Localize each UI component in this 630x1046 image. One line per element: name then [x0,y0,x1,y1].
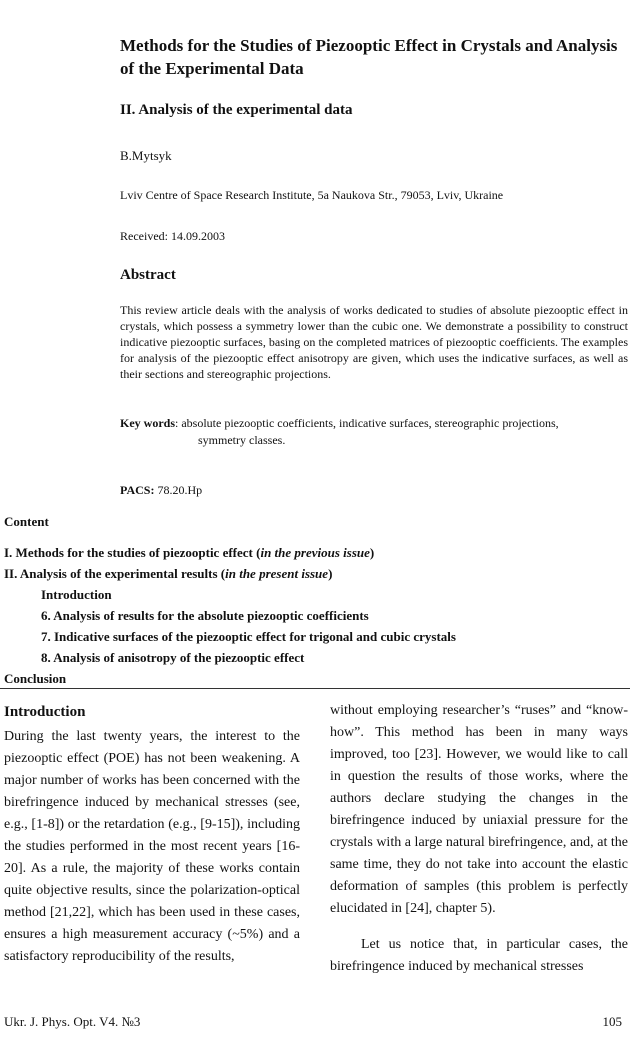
pacs-label: PACS: [120,483,155,497]
toc-part-1[interactable]: I. Methods for the studies of piezooptic effect (in the previous issue) [4,545,375,560]
keywords-text: : absolute piezooptic coefficients, indicative surfaces, stereographic projections, [175,416,559,430]
keywords-label: Key words [120,416,175,430]
received-date: Received: 14.09.2003 [120,229,225,243]
pacs [120,483,202,498]
toc-part-2[interactable]: II. Analysis of the experimental results (in the present issue) [4,566,333,581]
contents-heading: Content [4,514,49,529]
toc-item-section-8[interactable]: 8. Analysis of anisotropy of the piezooptic effect [41,650,305,665]
affiliation: Lviv Centre of Space Research Institute, 5a Naukova Str., 79053, Lviv, Ukraine [120,188,504,202]
introduction-heading: Introduction [4,704,86,720]
pacs-value: 78.20.Hp [154,483,203,497]
body-column-left [4,700,300,968]
toc-item-section-6[interactable]: 6. Analysis of results for the absolute piezooptic coefficients [41,608,369,623]
introduction-paragraph-1-cont: without employing researcher’s “ruses” and “know-how”. This method has been in many ways improved, too [23]. However, we would like to call in question the results of those works, where the authors declare studying the changes in the birefringence induced by uniaxial pressure for the crystals with a large natural birefringence, and, at the same time, they do not take into account the elastic deformation of samples (this problem is perfectly elucidated in [24], chapter 5). [330,703,628,916]
keywords-continuation: symmetry classes. [198,433,286,447]
paper-title: Methods for the Studies of Piezooptic Effect in Crystals and Analysis of the Experimental Data [120,36,618,78]
author: B.Mytsyk [120,148,172,163]
toc-item-conclusion[interactable]: Conclusion [4,671,67,686]
part-title: II. Analysis of the experimental data [120,102,353,118]
toc-item-section-7[interactable]: 7. Indicative surfaces of the piezooptic effect for trigonal and cubic crystals [41,629,456,644]
body-column-right [330,700,628,978]
journal-footer: Ukr. J. Phys. Opt. V4. №3 [4,1014,141,1029]
toc-item-introduction[interactable]: Introduction [41,587,112,602]
keywords [120,415,630,449]
abstract-heading: Abstract [120,267,176,283]
abstract-text: This review article deals with the analysis of works dedicated to studies of absolute piezooptic effect in crystals, which possess a symmetry lower than the cubic one. We demonstrate a possibility to construct indicative piezooptic surfaces, basing on the completed matrices of piezooptic coefficients. The examples for analysis of the piezooptic effect anisotropy are given, which uses the indicative surfaces, as well as their sections and stereographic projections. [120,303,628,381]
page-number: 105 [602,1014,622,1029]
introduction-paragraph-2: Let us notice that, in particular cases, the birefringence induced by mechanical stresses [330,937,628,974]
introduction-paragraph-1: During the last twenty years, the interest to the piezooptic effect (POE) has not been weakening. A major number of works has been concerned with the birefringence induced by mechanical stresses (see, e.g., [1-8]) or the retardation (e.g., [9-15]), including the studies performed in the most recent years [16-20]. As a rule, the majority of these works contain quite objective results, since the polarization-optical method [21,22], which has been used in these cases, ensures a high measurement accuracy (~5%) and a satisfactory reproducibility of the results, [4,729,300,964]
table-of-contents [4,542,624,689]
section-divider [0,688,630,689]
